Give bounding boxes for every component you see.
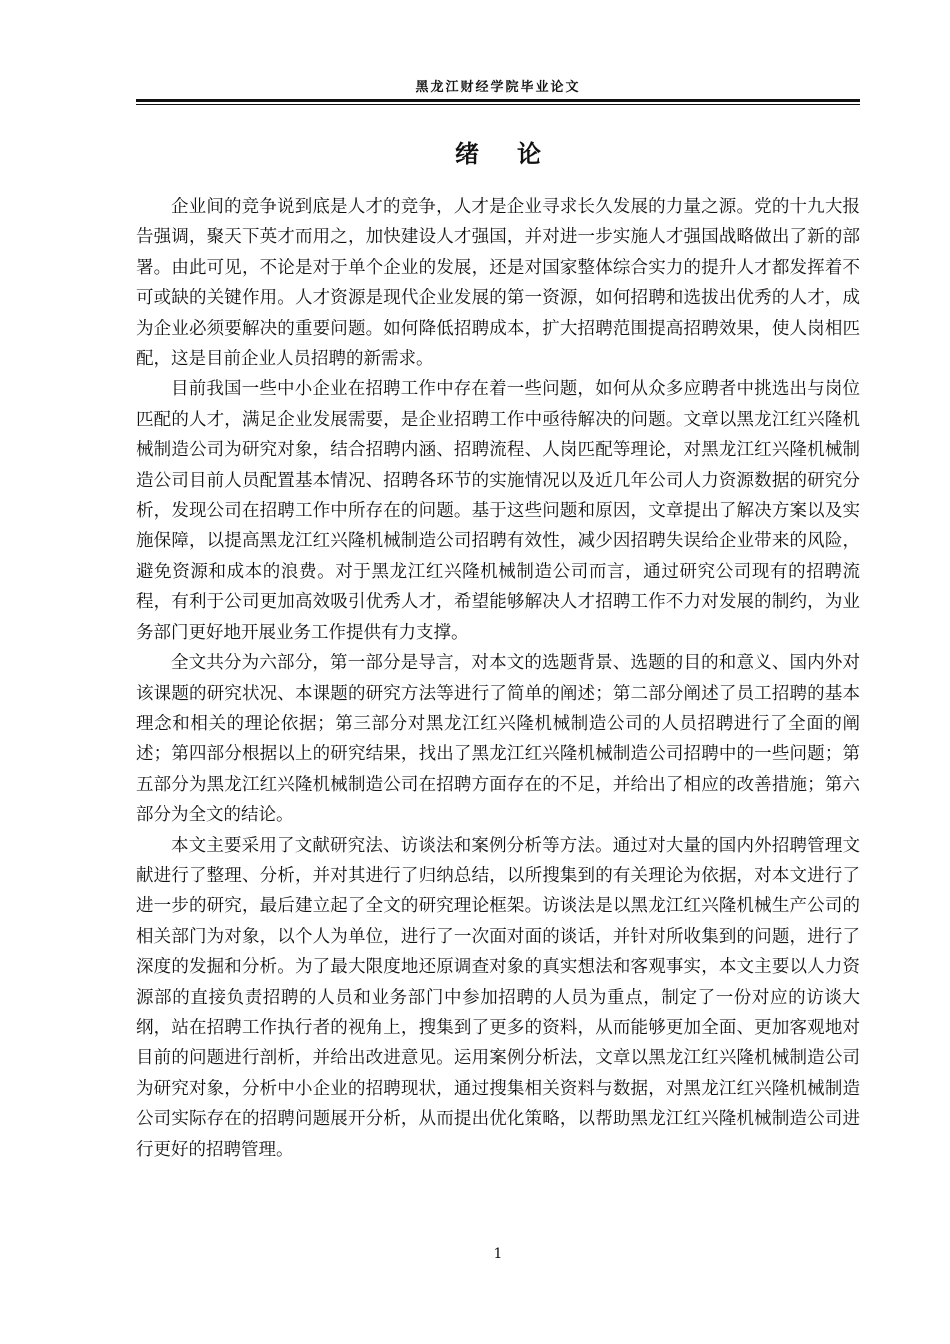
paragraph: 全文共分为六部分，第一部分是导言，对本文的选题背景、选题的目的和意义、国内外对该课题的研究状况、本课题的研究方法等进行了简单的阐述；第二部分阐述了员工招聘的基本理念和相关的理论依据；第三部分对黑龙江红兴隆机械制造公司的人员招聘进行了全面的阐述；第四部分根据以上的研究结果，找出了黑龙江红兴隆机械制造公司招聘中的一些问题；第五部分为黑龙江红兴隆机械制造公司在招聘方面存在的不足，并给出了相应的改善措施；第六部分为全文的结论。 [136, 653, 860, 826]
header-rule-thin [136, 104, 860, 105]
running-header: 黑龙江财经学院毕业论文 [415, 80, 581, 95]
paragraph: 企业间的竞争说到底是人才的竞争，人才是企业寻求长久发展的力量之源。党的十九大报告强调，聚天下英才而用之，加快建设人才强国，并对进一步实施人才强国战略做出了新的部署。由此可见，不论是对于单个企业的发展，还是对国家整体综合实力的提升人才都发挥着不可或缺的关键作用。人才资源是现代企业发展的第一资源，如何招聘和选拔出优秀的人才，成为企业必须要解决的重要问题。如何降低招聘成本，扩大招聘范围提高招聘效果，使人岗相匹配，这是目前企业人员招聘的新需求。 [136, 197, 860, 370]
paragraph: 本文主要采用了文献研究法、访谈法和案例分析等方法。通过对大量的国内外招聘管理文献进行了整理、分析，并对其进行了归纳总结，以所搜集到的有关理论为依据，对本文进行了进一步的研究，最后建立起了全文的研究理论框架。访谈法是以黑龙江红兴隆机械生产公司的相关部门为对象，以个人为单位，进行了一次面对面的谈话，并针对所收集到的问题，进行了深度的发掘和分析。为了最大限度地还原调查对象的真实想法和客观事实，本文主要以人力资源部的直接负责招聘的人员和业务部门中参加招聘的人员为重点，制定了一份对应的访谈大纲，站在招聘工作执行者的视角上，搜集到了更多的资料，从而能够更加全面、更加客观地对目前的问题进行剖析，并给出改进意见。运用案例分析法，文章以黑龙江红兴隆机械制造公司为研究对象，分析中小企业的招聘现状，通过搜集相关资料与数据，对黑龙江红兴隆机械制造公司实际存在的招聘问题展开分析，从而提出优化策略，以帮助黑龙江红兴隆机械制造公司进行更好的招聘管理。 [136, 835, 860, 1160]
body-text [136, 192, 860, 1165]
chapter-title: 绪论 [455, 139, 579, 168]
page-number: 1 [493, 1246, 503, 1262]
paragraph: 目前我国一些中小企业在招聘工作中存在着一些问题，如何从众多应聘者中挑选出与岗位匹配的人才，满足企业发展需要，是企业招聘工作中亟待解决的问题。文章以黑龙江红兴隆机械制造公司为研究对象，结合招聘内涵、招聘流程、人岗匹配等理论，对黑龙江红兴隆机械制造公司目前人员配置基本情况、招聘各环节的实施情况以及近几年公司人力资源数据的研究分析，发现公司在招聘工作中所存在的问题。基于这些问题和原因，文章提出了解决方案以及实施保障，以提高黑龙江红兴隆机械制造公司招聘有效性，减少因招聘失误给企业带来的风险，避免资源和成本的浪费。对于黑龙江红兴隆机械制造公司而言，通过研究公司现有的招聘流程，有利于公司更加高效吸引优秀人才，希望能够解决人才招聘工作不力对发展的制约，为业务部门更好地开展业务工作提供有力支撑。 [136, 379, 860, 643]
header-rule-thick [136, 99, 860, 102]
